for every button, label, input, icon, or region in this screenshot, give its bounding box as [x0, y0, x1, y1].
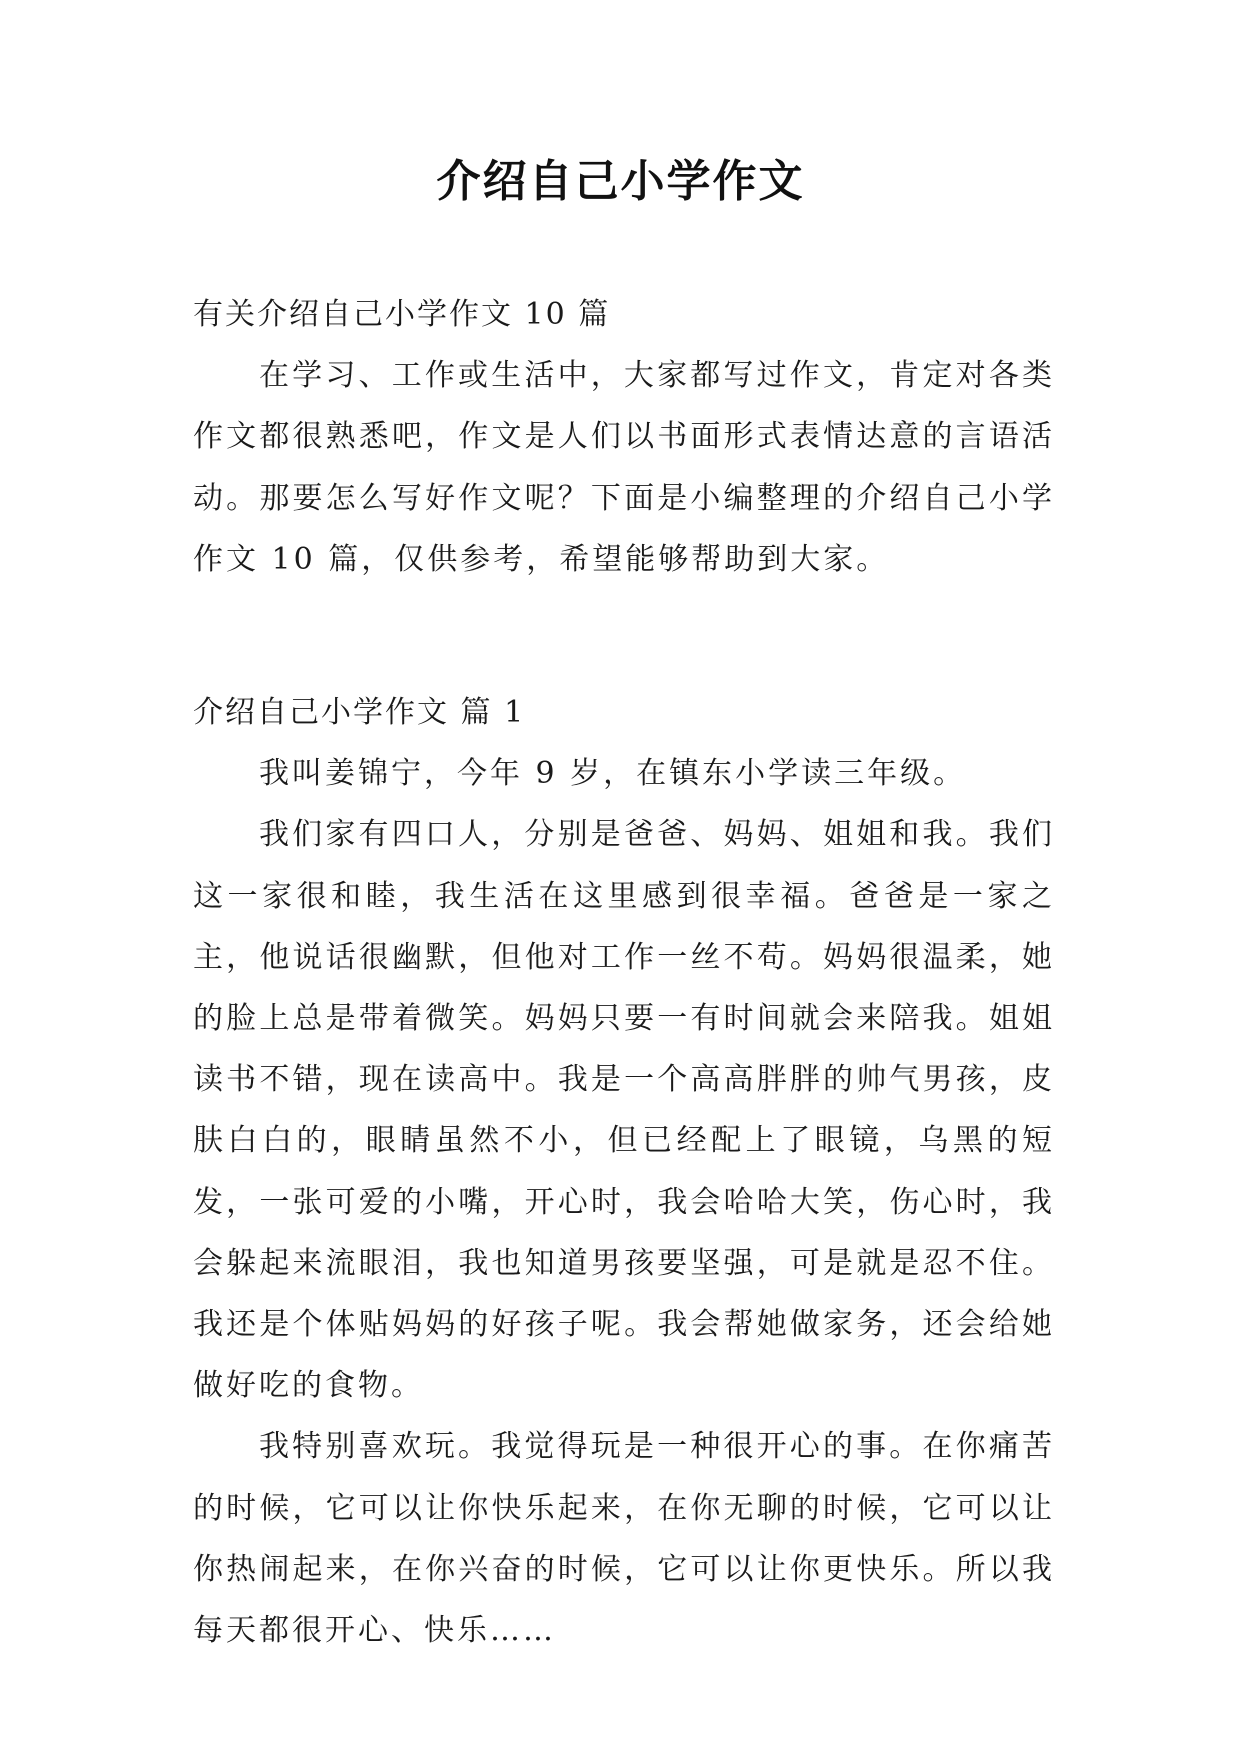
document-subtitle: 有关介绍自己小学作文 10 篇 — [193, 297, 611, 332]
body-paragraph: 我特别喜欢玩。我觉得玩是一种很开心的事。在你痛苦的时候，它可以让你快乐起来，在你无聊的时候，它可以让你热闹起来，在你兴奋的时候，它可以让你更快乐。所以我每天都很开心、快乐…… — [193, 1429, 1055, 1649]
intro-paragraph: 在学习、工作或生活中，大家都写过作文，肯定对各类作文都很熟悉吧，作文是人们以书面形式表情达意的言语活动。那要怎么写好作文呢？下面是小编整理的介绍自己小学作文 10 篇，仅供参考，希望能够帮助到大家。 — [193, 358, 1055, 577]
document-body — [193, 284, 1055, 1661]
section-heading: 介绍自己小学作文 篇 1 — [193, 695, 526, 731]
body-paragraph: 我们家有四口人，分别是爸爸、妈妈、姐姐和我。我们这一家很和睦，我生活在这里感到很幸福。爸爸是一家之主，他说话很幽默，但他对工作一丝不苟。妈妈很温柔，她的脸上总是带着微笑。妈妈只要一有时间就会来陪我。姐姐读书不错，现在读高中。我是一个高高胖胖的帅气男孩，皮肤白白的，眼睛虽然不小，但已经配上了眼镜，乌黑的短发，一张可爱的小嘴，开心时，我会哈哈大笑，伤心时，我会躲起来流眼泪，我也知道男孩要坚强，可是就是忍不住。我还是个体贴妈妈的好孩子呢。我会帮她做家务，还会给她做好吃的食物。 — [193, 817, 1055, 1404]
document-title: 介绍自己小学作文 — [436, 156, 805, 207]
section-spacer — [193, 590, 1055, 682]
body-paragraph: 我叫姜锦宁，今年 9 岁，在镇东小学读三年级。 — [259, 756, 967, 792]
